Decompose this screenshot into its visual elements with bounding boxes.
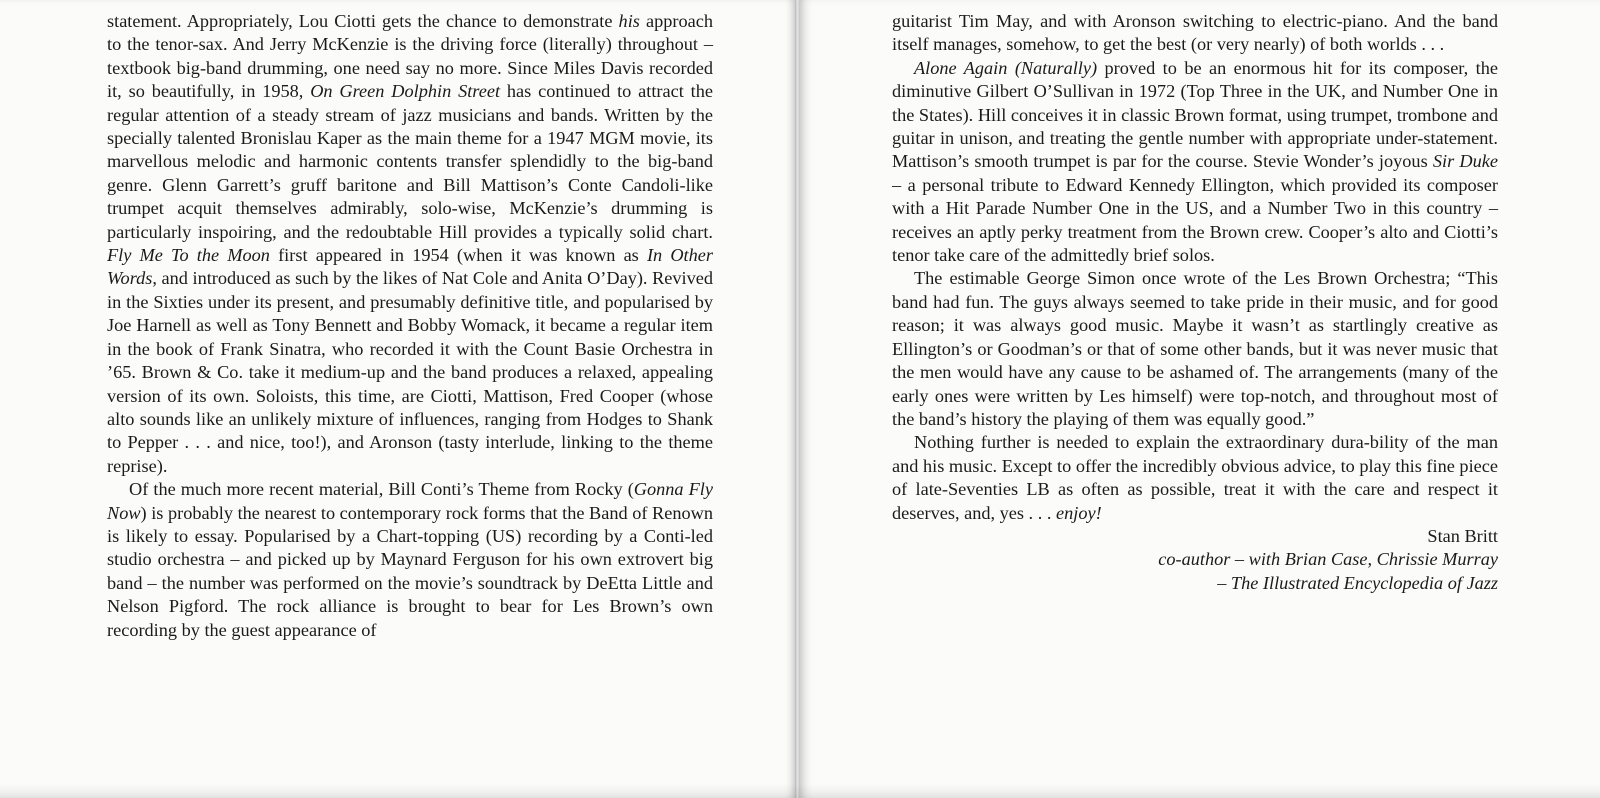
- body-text: Nothing further is needed to explain the extraordinary dura-bility of the man and his music. Except to offer the incredibly obvious advice, to play this fine piece of late-Seventies LB as often as possible, treat it with the care and respect it deserves, and, yes . . .: [892, 432, 1498, 523]
- right-text-column: [892, 10, 1498, 595]
- body-text: proved to be an enormous hit for its composer, the diminutive Gilbert O’Sullivan in 1972 (Top Three in the UK, and Number One in the States). Hill conceives it in classic Brown format, using trumpet, trombone and guitar in unison, and treating the gentle number with appropriate under-statement. Mattison’s smooth trumpet is par for the course. Stevie Wonder’s joyous: [892, 57, 1498, 172]
- italic-title-text: Alone Again (Naturally): [914, 57, 1098, 78]
- italic-title-text: Fly Me To the Moon: [107, 245, 270, 266]
- left-page: [0, 0, 795, 798]
- italic-title-text: On Green Dolphin Street: [310, 81, 501, 102]
- body-text: The estimable George Simon once wrote of the Les Brown Orchestra; “This band had fun. The guys always seemed to take pride in their music, and for good reason; it was always good music. Maybe it wasn’t as startlingly creative as Ellington’s or Goodman’s or that of some other bands, but it was never music that the men would have any cause to be ashamed of. The arrangements (many of the early ones were written by Les himself) were top-notch, and throughout most of the band’s history the playing of them was equally good.”: [892, 268, 1498, 429]
- left-text-column: [107, 10, 713, 642]
- right-paragraph: [892, 10, 1498, 57]
- body-text: statement. Appropriately, Lou Ciotti gets the chance to demonstrate: [107, 11, 619, 31]
- author-book-title: – The Illustrated Encyclopedia of Jazz: [1217, 572, 1498, 593]
- body-text: guitarist Tim May, and with Aronson switching to electric-piano. And the band itself manages, somehow, to get the best (or very nearly) of both worlds . . .: [892, 11, 1498, 55]
- body-text: has continued to attract the regular attention of a steady stream of jazz musicians and bands. Written by the specially talented Bronislau Kaper as the main theme for a 1947 MGM movie, its marvellous melodic and harmonic contents transfer splendidly to the big-band genre. Glenn Garrett’s gruff baritone and Bill Mattison’s Conte Candoli-like trumpet acquit themselves admirably, solo-wise, McKenzie’s drumming is particularly inspoiring, and the redoubtable Hill provides a typically solid chart.: [107, 81, 714, 242]
- italic-title-text: enjoy!: [1055, 502, 1102, 523]
- italic-title-text: his: [618, 11, 640, 31]
- body-text: ) is probably the nearest to contemporary rock forms that the Band of Renown is likely to essay. Popularised by a Chart-topping (US) recording by a Conti-led studio orchestra – and picked up by Maynard Ferguson for his own extrovert big band – the number was performed on the movie’s soundtrack by DeEtta Little and Nelson Pigford. The rock alliance is brought to bear for Les Brown’s own recording by the guest appearance of: [107, 502, 713, 640]
- body-text: Of the much more recent material, Bill Conti’s Theme from Rocky (: [129, 479, 634, 500]
- right-page: [800, 0, 1600, 798]
- right-paragraph: [892, 57, 1498, 268]
- italic-title-text: Gonna Fly Now: [107, 479, 713, 523]
- left-paragraph: [107, 10, 713, 478]
- body-text: approach to the tenor-sax. And Jerry McKenzie is the driving force (literally) throughout – textbook big-band drumming, one need say no more. Since Miles Davis recorded it, so beautifully, in 1958,: [107, 11, 713, 102]
- author-credit: co-author – with Brian Case, Chrissie Murray: [1158, 549, 1498, 570]
- body-text: – a personal tribute to Edward Kennedy Ellington, which provided its composer with a Hit Parade Number One in the US, and a Number Two in this country – receives an aptly perky treatment from the Brown crew. Cooper’s alto and Ciotti’s tenor take care of the admittedly brief solos.: [892, 174, 1498, 266]
- left-paragraph: [107, 478, 713, 642]
- italic-title-text: In Other Words: [107, 245, 713, 289]
- page-bottom-shadow: [0, 784, 1600, 798]
- italic-title-text: Sir Duke: [1432, 151, 1498, 172]
- right-body-text: [892, 10, 1498, 525]
- body-text: , and introduced as such by the likes of Nat Cole and Anita O’Day). Revived in the Sixties under its present, and presumably definitive title, and popularised by Joe Harnell as well as Tony Bennett and Bobby Womack, it became a regular item in the book of Frank Sinatra, who recorded it with the Count Basie Orchestra in ’65. Brown & Co. take it medium-up and the band produces a relaxed, appealing version of its own. Soloists, this time, are Ciotti, Mattison, Fred Cooper (whose alto sounds like an unlikely mixture of influences, ranging from Hodges to Shank to Pepper . . . and nice, too!), and Aronson (tasty interlude, linking to the theme reprise).: [107, 268, 713, 476]
- right-paragraph: [892, 267, 1498, 431]
- author-name: Stan Britt: [1427, 525, 1498, 546]
- right-paragraph: [892, 431, 1498, 525]
- body-text: first appeared in 1954 (when it was known as: [269, 245, 647, 266]
